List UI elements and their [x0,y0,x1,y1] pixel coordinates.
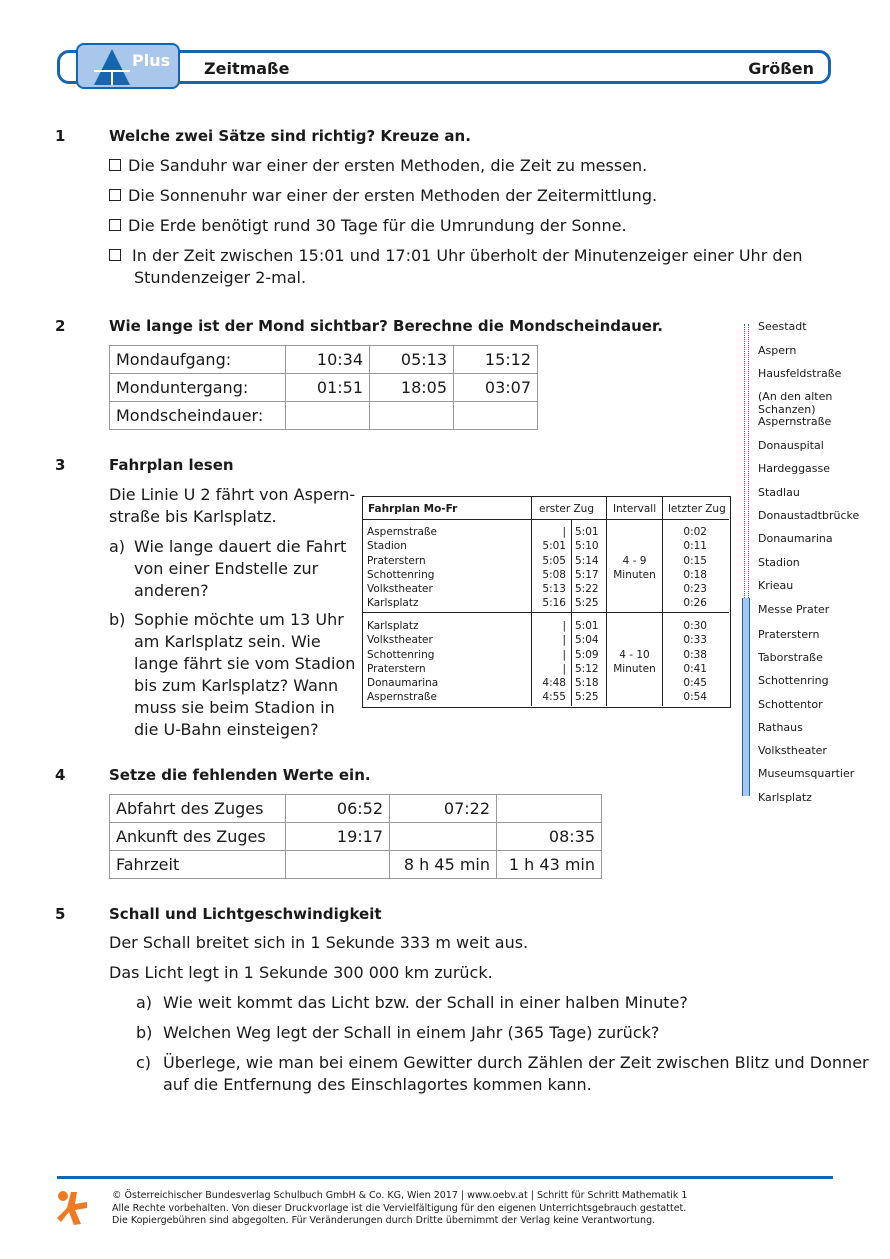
station-label: Taborstraße [758,651,823,664]
q1-option-4-cont: Stundenzeiger 2-mal. [134,268,307,287]
footer-text: © Österreichischer Bundesverlag Schulbuch GmbH & Co. KG, Wien 2017 | www.oebv.at | Schritt für Schritt Mathematik 1 Alle Rechte vorbehalten. Von dieser Druckvorlage ist die Vervielfältigung für den eigenen Unterrichtsgebrauch gestattet. Die Kopiergebühren sind abgegolten. Für Veränderungen durch Dritte übernimmt der Verlag keine Verantwortung. [112,1190,688,1226]
q5-c-text: Überlege, wie man bei einem Gewitter durch Zählen der Zeit zwischen Blitz und Donner auf die Entfernung des Einschlagortes kommen kann. [163,1053,869,1094]
q5-line-1: Der Schall breitet sich in 1 Sekunde 333 m weit aus. [109,933,529,952]
answer-cell[interactable] [286,851,390,879]
q1-option-1: Die Sanduhr war einer der ersten Methoden, die Zeit zu messen. [109,155,647,177]
station-label: Schottentor [758,698,823,711]
table-row: Mondscheindauer: [110,402,538,430]
q5-a-label: a) [136,993,153,1012]
station-label: Donaustadtbrücke [758,509,860,522]
station-label: Hardeggasse [758,462,831,475]
station-label: Museumsquartier [758,767,855,780]
moon-table [109,345,538,430]
plus-badge: Plus [132,51,171,70]
page-category: Größen [748,59,814,78]
station-label: Hausfeldstraße [758,367,842,380]
table-row: Fahrzeit 8 h 45 min 1 h 43 min [110,851,602,879]
q5-title: Schall und Lichtgeschwindigkeit [109,905,382,923]
block1-last: 0:02 0:11 0:15 0:18 0:23 0:26 [683,526,707,610]
q5-number: 5 [55,905,66,923]
checkbox[interactable] [109,189,121,201]
block2-first-b: 5:01 5:04 5:09 5:12 5:18 5:25 [575,620,599,704]
checkbox[interactable] [109,249,121,261]
plus-logo [76,43,180,89]
q1-title: Welche zwei Sätze sind richtig? Kreuze an. [109,127,471,145]
block1-interval: 4 - 9 Minuten [613,555,656,582]
station-label: Praterstern [758,628,820,641]
station-label: Donaumarina [758,532,833,545]
q3-number: 3 [55,456,66,474]
station-label: Aspernstraße [758,415,832,428]
q3-b-text: Sophie möchte um 13 Uhr am Karlsplatz sein. Wie lange fährt sie vom Stadion bis zum Karlsplatz? Wann muss sie beim Stadion in die U-Bahn einsteigen? [134,610,356,739]
table-row: Monduntergang: 01:51 18:05 03:07 [110,374,538,402]
q3-title: Fahrplan lesen [109,456,234,474]
q2-title: Wie lange ist der Mond sichtbar? Berechne die Mondscheindauer. [109,317,663,335]
q3-b-label: b) [109,610,126,629]
col-interval: Intervall [613,503,657,515]
block2-stops: Karlsplatz Volkstheater Schottenring Praterstern Donaumarina Aspernstraße [367,620,439,704]
block1-first-a: | 5:01 5:05 5:08 5:13 5:16 [542,526,566,610]
q1-option-2: Die Sonnenuhr war einer der ersten Methoden der Zeitermittlung. [109,185,657,207]
page-title: Zeitmaße [204,59,290,78]
table-row: Mondaufgang: 10:34 05:13 15:12 [110,346,538,374]
answer-cell[interactable] [390,823,497,851]
q5-line-2: Das Licht legt in 1 Sekunde 300 000 km zurück. [109,963,493,982]
station-list [735,318,885,808]
q3-a-label: a) [109,537,126,556]
checkbox[interactable] [109,219,121,231]
station-label: Donauspital [758,439,824,452]
block1-first-b: 5:01 5:10 5:14 5:17 5:22 5:25 [575,526,599,610]
station-label: Messe Prater [758,603,830,616]
station-label: Rathaus [758,721,803,734]
timetable [362,496,731,708]
block2-first-a: | | | | 4:48 4:55 [542,620,566,704]
station-label: Seestadt [758,320,807,333]
q1-number: 1 [55,127,66,145]
answer-cell[interactable] [370,402,454,430]
checkbox[interactable] [109,159,121,171]
q1-option-3: Die Erde benötigt rund 30 Tage für die Umrundung der Sonne. [109,215,627,237]
q5-b-label: b) [136,1023,153,1042]
station-label: Aspern [758,344,797,357]
block2-interval: 4 - 10 Minuten [613,649,656,676]
table-row: Ankunft des Zuges 19:17 08:35 [110,823,602,851]
train-table [109,794,602,879]
triangle-logo-icon [92,47,132,87]
q5-b-text: Welchen Weg legt der Schall in einem Jahr (365 Tage) zurück? [163,1023,660,1042]
answer-cell[interactable] [497,795,602,823]
block1-stops: Aspernstraße Stadion Praterstern Schottenring Volkstheater Karlsplatz [367,526,437,610]
answer-cell[interactable] [454,402,538,430]
q4-number: 4 [55,766,66,784]
station-label: Volkstheater [758,744,827,757]
col-last-train: letzter Zug [668,503,726,515]
q1-option-4: In der Zeit zwischen 15:01 und 17:01 Uhr überholt der Minutenzeiger einer Uhr den [109,245,803,267]
table-row: Abfahrt des Zuges 06:52 07:22 [110,795,602,823]
station-label: (An den alten Schanzen) [758,390,833,416]
timetable-title: Fahrplan Mo-Fr [368,503,458,515]
station-label: Stadlau [758,486,800,499]
station-label: Schottenring [758,674,829,687]
q5-c-label: c) [136,1053,152,1072]
col-first-train: erster Zug [539,503,594,515]
q3-intro: Die Linie U 2 fährt von Aspern- straße bis Karlsplatz. [109,485,356,526]
q5-a-text: Wie weit kommt das Licht bzw. der Schall in einer halben Minute? [163,993,688,1012]
q2-number: 2 [55,317,66,335]
q4-title: Setze die fehlenden Werte ein. [109,766,371,784]
answer-cell[interactable] [286,402,370,430]
station-label: Krieau [758,579,794,592]
q3-a-text: Wie lange dauert die Fahrt von einer Endstelle zur anderen? [134,537,347,600]
station-label: Karlsplatz [758,791,812,804]
publisher-logo-icon [57,1190,89,1230]
footer-divider [57,1176,833,1179]
block2-last: 0:30 0:33 0:38 0:41 0:45 0:54 [683,620,707,704]
station-label: Stadion [758,556,800,569]
